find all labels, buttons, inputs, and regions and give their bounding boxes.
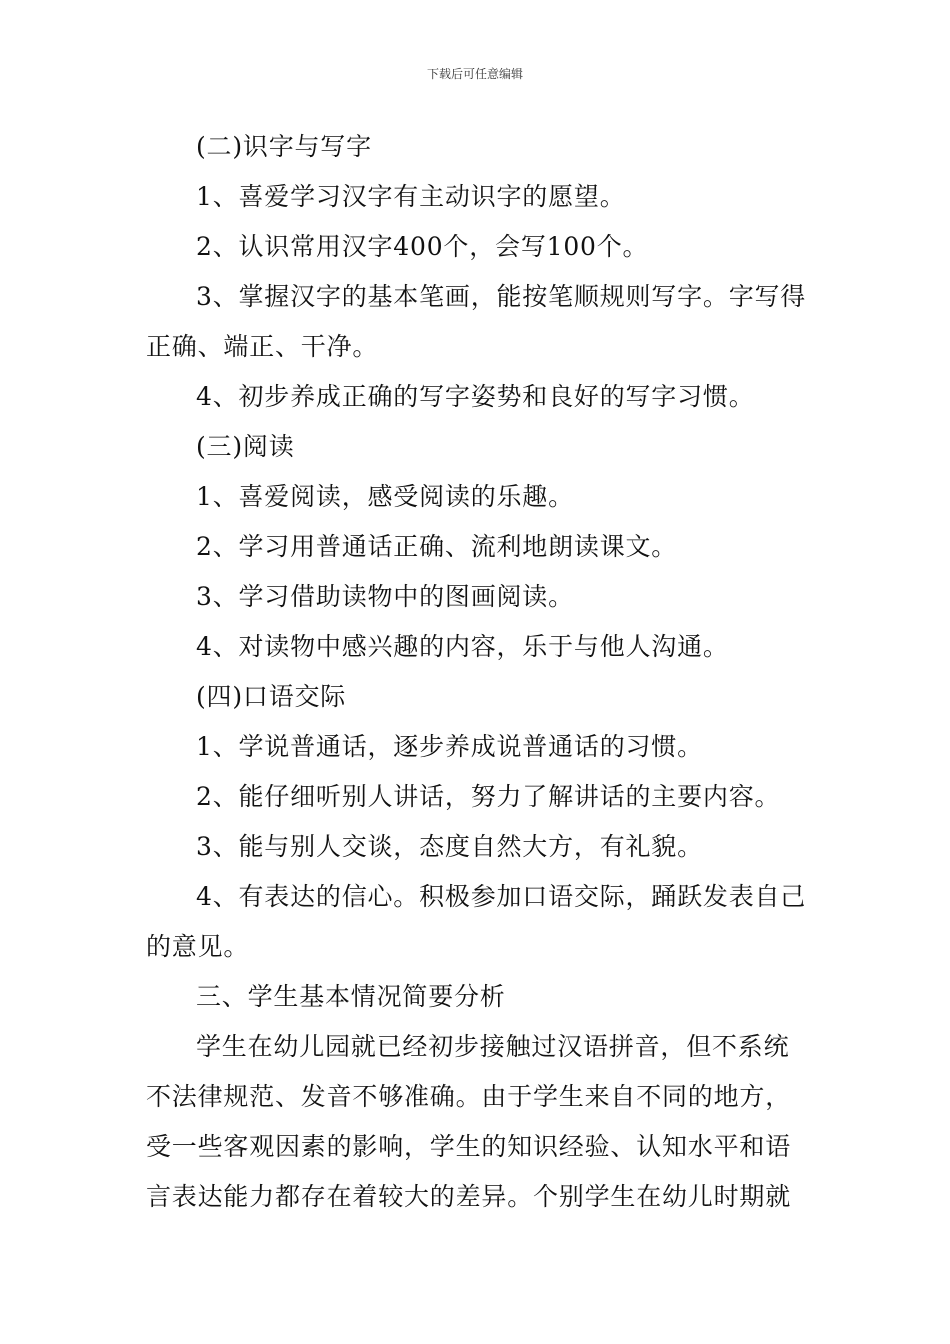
list-item: 1、喜爱学习汉字有主动识字的愿望。: [196, 182, 626, 211]
list-item: 2、认识常用汉字400个，会写100个。: [196, 232, 649, 261]
document-body: [146, 122, 808, 1222]
body-paragraph: 学生在幼儿园就已经初步接触过汉语拼音，但不系统不法律规范、发音不够准确。由于学生来自不同的地方，受一些客观因素的影响，学生的知识经验、认知水平和语言表达能力都存在着较大的差异。个别学生在幼儿时期就: [146, 1032, 792, 1211]
page-header-note: 下载后可任意编辑: [426, 67, 523, 81]
section-heading-analysis: 三、学生基本情况简要分析: [196, 982, 506, 1011]
list-item: 4、对读物中感兴趣的内容，乐于与他人沟通。: [196, 632, 729, 661]
list-item: 3、掌握汉字的基本笔画，能按笔顺规则写字。字写得正确、端正、干净。: [146, 282, 807, 361]
list-item: 3、学习借助读物中的图画阅读。: [196, 582, 574, 611]
list-item: 1、喜爱阅读，感受阅读的乐趣。: [196, 482, 574, 511]
list-item: 4、有表达的信心。积极参加口语交际，踊跃发表自己的意见。: [146, 882, 807, 961]
section-heading-oral: (四)口语交际: [196, 682, 347, 711]
list-item: 3、能与别人交谈，态度自然大方，有礼貌。: [196, 832, 703, 861]
section-heading-literacy: (二)识字与写字: [196, 132, 372, 161]
list-item: 2、能仔细听别人讲话，努力了解讲话的主要内容。: [196, 782, 781, 811]
section-heading-reading: (三)阅读: [196, 432, 295, 461]
list-item: 2、学习用普通话正确、流利地朗读课文。: [196, 532, 678, 561]
list-item: 4、初步养成正确的写字姿势和良好的写字习惯。: [196, 382, 755, 411]
list-item: 1、学说普通话，逐步养成说普通话的习惯。: [196, 732, 703, 761]
